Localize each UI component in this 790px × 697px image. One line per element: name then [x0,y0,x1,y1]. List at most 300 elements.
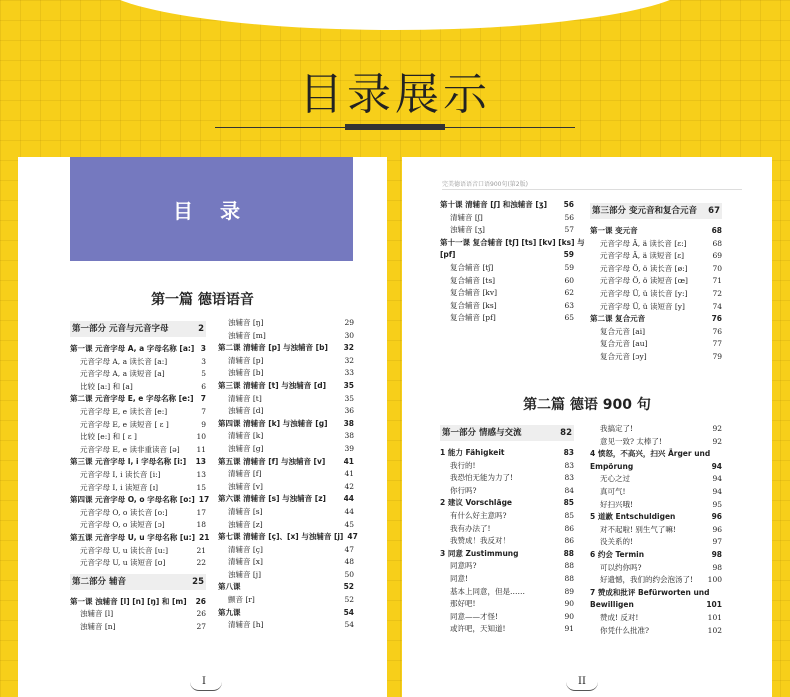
toc-entry-page: 88 [563,548,574,558]
toc-entry-title: 清辅音 [t] [228,393,262,403]
toc-entry-page: 45 [344,519,354,529]
toc-entry-page: 27 [196,621,206,631]
toc-entry-page: 41 [343,456,354,466]
page-number: I [202,676,206,687]
toc-entry-title: 第七课 清辅音 [ç]、[x] 与浊辅音 [j] [218,532,344,542]
toc-entry-title: 比较 [a:] 和 [a] [80,381,133,391]
toc-entry-title: 第三部分 变元音和复合元音 [592,206,697,216]
toc-entry-page: 97 [712,537,722,547]
toc-entry-page: 68 [712,238,722,248]
toc-entry-title: 你凭什么批准? [600,625,650,635]
toc-entry-title: 第八课 [218,582,241,592]
toc-entry-title: 浊辅音 [ʒ] [450,225,485,235]
toc-entry-page: 50 [344,569,354,579]
toc-entry-title: 第五课 清辅音 [f] 与浊辅音 [v] [218,456,326,466]
toc-entry-page: 94 [712,486,722,496]
running-head: 完美德语语音口语900句(第2版) [442,181,528,188]
toc-entry [218,531,358,544]
toc-entry-page: 77 [712,339,722,349]
toc-entry-title: 第一课 变元音 [590,226,638,235]
toc-entry [590,436,722,449]
toc-entry-page: 13 [196,469,206,479]
toc-column-2 [218,317,358,632]
toc-entry-page: 96 [711,512,722,522]
toc-entry-title: 我搞定了! [600,424,634,433]
toc-entry [218,607,354,620]
toc-entry-page: 101 [707,612,722,622]
toc-entry [590,225,722,238]
toc-entry-title: 第二部分 辅音 [72,576,126,587]
toc-entry-page: 86 [564,523,574,533]
toc-entry-page: 11 [196,444,206,454]
toc-entry-title: 清辅音 [s] [228,506,263,516]
toc-entry-title: 浊辅音 [j] [228,569,262,579]
toc-entry-title: 浊辅音 [b] [228,368,264,378]
toc-entry-title: 第一课 元音字母 A, a 字母名称 [a:] [70,344,195,353]
toc-entry [218,405,354,418]
toc-entry-page: 26 [195,596,206,606]
toc-column-4 [590,423,722,637]
toc-entry-title: 第一课 浊辅音 [l] [n] [ŋ] 和 [m] [70,596,187,606]
toc-entry-page: 98 [711,549,722,559]
toc-entry-title: 第二课 元音字母 E, e 字母名称 [e:] [70,394,194,404]
toc-entry-page: 52 [343,582,354,592]
right-page [402,157,772,697]
toc-entry-title: 好遗憾，我们的约会泡汤了! [600,575,694,585]
toc-entry [440,312,574,325]
toc-entry-title: 复合辅音 [pf] [450,313,496,323]
toc-entry-page: 92 [712,424,722,433]
left-page [18,157,387,697]
toc-entry-page: 98 [712,562,722,572]
toc-entry-page: 21 [196,545,206,555]
toc-entry [218,481,354,494]
toc-entry [70,621,206,634]
toc-entry-page: 67 [708,206,720,216]
toc-entry-title: 6 约会 Termin [590,549,645,559]
toc-entry-page: 95 [712,499,722,509]
toc-entry [440,460,574,473]
toc-entry-page: 85 [564,510,574,520]
toc-entry [218,619,354,632]
toc-entry [590,448,722,461]
toc-entry [440,611,574,624]
toc-entry-title: 我赞成！我反对！ [450,536,510,546]
toc-entry-page: 62 [564,288,574,298]
toc-entry-page: 44 [343,494,354,504]
toc-entry-title: 复合辅音 [tʃ] [450,262,494,272]
toc-entry-page: 63 [564,300,574,310]
toc-entry-title: 元音字母 U, u 读长音 [u:] [80,545,169,555]
toc-entry-title: 浊辅音 [d] [228,406,264,416]
toc-entry-title: 清辅音 [h] [228,620,264,630]
toc-entry [440,249,574,262]
toc-entry [218,493,354,506]
toc-entry-title: [pf] [440,250,456,260]
toc-entry-page: 91 [564,624,574,634]
toc-entry-title: 元音字母 I, i 读长音 [i:] [80,469,161,479]
toc-entry [70,608,206,621]
toc-entry-title: 第十一课 复合辅音 [tʃ] [ts] [kv] [ks] 与 [440,237,585,247]
toc-entry-page: 17 [196,507,206,517]
toc-entry [440,472,574,485]
toc-entry [590,338,722,351]
toc-entry-title: 没关系的! [600,537,634,547]
toc-entry [218,581,354,594]
toc-entry-title: 我行的! [450,460,476,470]
toc-entry-page: 83 [564,473,574,483]
toc-entry-title: 意见一致? 太棒了! [600,436,662,446]
toc-entry [218,342,354,355]
toc-entry-page: 35 [343,380,354,390]
toc-entry [218,506,354,519]
toc-entry-title: 复合元音 [ai] [600,326,646,336]
toc-entry-page: 17 [198,495,210,505]
toc-entry [590,499,722,512]
toc-entry [440,237,585,250]
toc-entry-page: 56 [564,212,574,222]
toc-entry [218,430,354,443]
toc-entry-page: 70 [712,263,722,273]
toc-entry [70,545,206,558]
toc-entry-title: 5 道歉 Entschuldigen [590,512,676,522]
toc-entry-page: 3 [200,344,206,353]
toc-entry-page: 38 [343,418,354,428]
toc-entry [70,356,206,369]
toc-entry [590,599,722,612]
toc-entry [440,523,574,536]
toc-entry-title: 同意——才怪! [450,611,499,621]
toc-entry-title: 第二课 清辅音 [p] 与浊辅音 [b] [218,343,328,353]
toc-entry [590,549,722,562]
toc-entry-page: 7 [200,394,206,404]
toc-entry-title: 元音字母 Ü, ü 读长音 [y:] [600,288,688,298]
toc-entry-title: 清辅音 [ç] [228,544,263,554]
toc-entry-page: 94 [711,461,722,471]
toc-entry-title: 同意吗? [450,561,477,571]
toc-entry [440,535,574,548]
toc-entry-title: 浊辅音 [n] [80,621,116,631]
part-title: 第二篇 德语 900 句 [523,397,651,413]
toc-entry [590,511,722,524]
toc-entry [440,573,574,586]
toc-entry [440,224,574,237]
toc-entry-page: 36 [344,406,354,416]
toc-entry-page: 65 [564,313,574,323]
toc-entry-title: 7 赞成和批评 Befürworten und [590,587,710,597]
toc-entry-page: 88 [564,561,574,571]
toc-entry [590,574,722,587]
toc-entry-page: 22 [196,558,206,568]
toc-entry-title: 清辅音 [p] [228,355,264,365]
toc-entry-page: 39 [344,443,354,453]
toc-entry [218,468,354,481]
toc-entry-title: 元音字母 Ä, ä 读短音 [ɛ] [600,251,685,261]
toc-entry-title: 清辅音 [f] [228,469,262,479]
toc-entry-title: 复合元音 [au] [600,339,648,349]
toc-entry-page [718,448,722,461]
toc-entry-title: 无心之过 [600,474,630,484]
toc-entry [70,532,210,545]
toc-entry-title: 第三课 元音字母 I, i 字母名称 [i:] [70,457,187,467]
toc-column-3 [440,421,574,636]
toc-entry-title: 对不起啦! 别生气了嘛! [600,524,676,534]
toc-entry-page: 100 [707,575,722,585]
toc-entry [440,510,574,523]
toc-entry [440,548,574,561]
toc-entry [218,367,354,380]
toc-entry-title: 有什么好主意吗? [450,510,507,520]
toc-entry-page: 6 [201,381,206,391]
toc-entry-page: 92 [712,436,722,446]
toc-column-2 [590,199,722,364]
toc-entry [590,536,722,549]
toc-entry-page: 71 [712,276,722,286]
toc-entry-page: 57 [564,225,574,235]
toc-entry-title: 复合元音 [ɔy] [600,351,647,361]
toc-entry-page: 25 [192,576,204,587]
toc-entry-title: 好扫兴哦! [600,499,634,509]
toc-entry-page: 10 [196,432,206,442]
toc-entry [70,456,206,469]
toc-entry-title: 同意! [450,573,469,583]
toc-entry [218,519,354,532]
toc-entry [590,625,722,638]
toc-entry-title: 真可气! [600,486,626,496]
toc-entry-page: 101 [706,600,722,610]
toc-entry-title: 复合辅音 [kv] [450,288,498,298]
toc-entry-page: 76 [712,326,722,336]
toc-entry-page: 2 [198,324,204,334]
toc-entry-title: 浊辅音 [g] [228,443,264,453]
toc-entry-title: 那好吧! [450,599,476,609]
toc-entry-title: 元音字母 O, o 读短音 [ɔ] [80,520,165,530]
toc-entry [590,203,722,219]
toc-entry-page: 32 [344,355,354,365]
toc-entry-title: 复合辅音 [ts] [450,275,496,285]
toc-entry-title: 第四课 元音字母 O, o 字母名称 [o:] [70,495,195,505]
toc-entry-title: 第一部分 情感与交流 [442,428,522,438]
toc-entry-title: 我有办法了! [450,523,491,533]
toc-entry-page: 83 [563,448,574,457]
toc-entry [590,275,722,288]
toc-header: 目 录 [70,157,353,261]
toc-entry-page: 18 [196,520,206,530]
toc-entry-page: 69 [712,251,722,261]
toc-entry-page: 96 [712,524,722,534]
toc-column-1 [70,317,210,633]
toc-entry-title: 元音字母 O, o 读长音 [o:] [80,507,168,517]
toc-entry-page [585,237,589,250]
toc-entry [590,612,722,625]
toc-entry-title: 第六课 清辅音 [s] 与浊辅音 [z] [218,494,326,504]
toc-entry-title: 比较 [e:] 和 [ ɛ ] [80,432,137,442]
toc-entry-title: 第四课 清辅音 [k] 与浊辅音 [g] [218,418,328,428]
toc-entry [440,598,574,611]
toc-entry [70,343,206,356]
toc-entry [440,262,574,275]
toc-entry [218,330,354,343]
toc-entry-page: 7 [201,406,206,416]
toc-entry-title: 赞成! 反对! [600,612,639,622]
toc-entry-page: 33 [344,368,354,378]
toc-entry [70,574,206,590]
toc-entry [590,313,722,326]
toc-entry [218,380,354,393]
toc-entry [440,199,574,212]
toc-entry-page: 32 [343,343,354,353]
toc-entry [218,569,354,582]
toc-entry [590,250,722,263]
toc-entry-page: 88 [564,573,574,583]
toc-entry-title: 清辅音 [ʃ] [450,212,483,222]
toc-entry-title: 我恐怕无能为力了! [450,473,514,483]
toc-entry-title: 元音字母 E, e 读非重读音 [ə] [80,444,180,454]
toc-entry-page: 3 [201,356,206,366]
toc-entry-page: 74 [712,301,722,311]
toc-entry-title: 1 能力 Fähigkeit [440,448,505,457]
toc-entry [218,418,354,431]
toc-entry-page: 38 [344,431,354,441]
toc-entry-title: 第二课 复合元音 [590,314,646,324]
toc-entry-title: 颤音 [r] [228,595,255,605]
toc-entry-page: 68 [711,226,722,235]
toc-entry [440,623,574,636]
toc-entry-title: 2 建议 Vorschläge [440,498,513,508]
toc-entry [440,212,574,225]
toc-entry [218,317,354,330]
toc-entry-page: 59 [564,262,574,272]
toc-entry [440,447,574,460]
toc-entry [590,238,722,251]
toc-entry [590,562,722,575]
toc-entry [440,586,574,599]
toc-entry-page: 85 [563,498,574,508]
toc-entry-page: 84 [564,485,574,495]
toc-entry [590,524,722,537]
toc-entry-title: 第十课 清辅音 [ʃ] 和浊辅音 [ʒ] [440,200,548,209]
toc-entry-page: 30 [344,330,354,340]
toc-entry [590,351,722,364]
toc-entry-page: 5 [201,369,206,379]
toc-entry-title: 你行吗? [450,485,477,495]
toc-entry-page: 42 [344,481,354,491]
toc-entry-page [718,587,722,600]
title-underline-bar [345,124,445,130]
toc-entry-title: 第一部分 元音与元音字母 [72,324,169,334]
toc-entry [70,406,206,419]
toc-entry-title: 清辅音 [k] [228,431,264,441]
toc-entry-page: 83 [564,460,574,470]
toc-entry [70,393,206,406]
toc-entry [70,321,206,337]
toc-entry-title: 元音字母 Ö, ö 读长音 [ø:] [600,263,688,273]
toc-entry-title: 元音字母 Ä, ä 读长音 [ɛ:] [600,238,687,248]
toc-entry-title: 浊辅音 [z] [228,519,263,529]
toc-entry-title: 第三课 清辅音 [t] 与浊辅音 [d] [218,380,327,390]
toc-entry [70,507,206,520]
toc-entry-page: 21 [199,532,210,542]
toc-entry [590,288,722,301]
toc-entry [70,557,206,570]
toc-entry-page: 44 [344,506,354,516]
toc-entry-page: 90 [564,611,574,621]
toc-entry [70,381,206,394]
toc-entry-page: 54 [344,620,354,630]
toc-entry-page: 29 [344,318,354,327]
toc-entry [70,596,206,609]
toc-entry [590,486,722,499]
toc-column-1 [440,199,585,325]
toc-entry-page: 26 [196,609,206,619]
toc-entry [590,473,722,486]
toc-entry [70,368,206,381]
toc-entry-page: 94 [712,474,722,484]
toc-entry-page: 15 [196,482,206,492]
toc-entry-title: Bewilligen [590,600,634,610]
toc-entry-title: 浊辅音 [v] [228,481,263,491]
toc-entry-title: 元音字母 E, e 读长音 [e:] [80,406,168,416]
toc-entry [590,587,722,600]
toc-entry-title: 浊辅音 [l] [80,609,114,619]
toc-entry [218,544,354,557]
toc-entry [440,560,574,573]
toc-entry-page: 59 [563,250,574,260]
toc-entry-page: 86 [564,536,574,546]
toc-entry-title: 浊辅音 [m] [228,330,266,340]
toc-entry [590,326,722,339]
toc-entry-page: 90 [564,599,574,609]
toc-entry-page: 47 [347,532,358,542]
toc-entry-title: 3 同意 Zustimmung [440,548,519,558]
toc-entry [218,443,354,456]
toc-entry-title: 元音字母 Ü, ü 读短音 [y] [600,301,685,311]
toc-entry-page: 9 [201,419,206,429]
banner-title: 目录展示 [299,69,491,120]
toc-entry [70,469,206,482]
toc-entry-title: 4 愤怒，不高兴，扫兴 Ärger und [590,449,711,459]
toc-entry [590,461,722,474]
toc-entry [590,423,722,436]
toc-entry [218,594,354,607]
toc-entry-page: 79 [712,351,722,361]
toc-entry-title: 基本上同意，但是…… [450,586,525,596]
toc-entry-title: 元音字母 Ö, ö 读短音 [œ] [600,276,688,286]
top-arc-decoration [0,0,790,30]
toc-entry [440,300,574,313]
running-head-line [442,189,742,190]
toc-entry-page: 76 [711,314,722,324]
toc-entry-page: 13 [195,457,206,467]
toc-entry-page: 47 [344,544,354,554]
toc-entry [440,287,574,300]
toc-entry [70,519,206,532]
toc-entry-title: 或许吧，天知道! [450,624,506,634]
toc-entry-title: Empörung [590,461,634,471]
toc-entry [70,482,206,495]
part-title: 第一篇 德语语音 [151,292,254,308]
toc-entry [70,431,206,444]
toc-entry [590,301,722,314]
toc-entry [218,393,354,406]
toc-entry [440,425,574,441]
toc-entry-title: 第九课 [218,607,241,617]
toc-entry-page: 102 [707,625,722,635]
toc-entry-title: 元音字母 A, a 读长音 [a:] [80,356,168,366]
toc-entry-page: 72 [712,288,722,298]
toc-entry-page: 82 [560,428,572,438]
toc-entry-page: 60 [564,275,574,285]
